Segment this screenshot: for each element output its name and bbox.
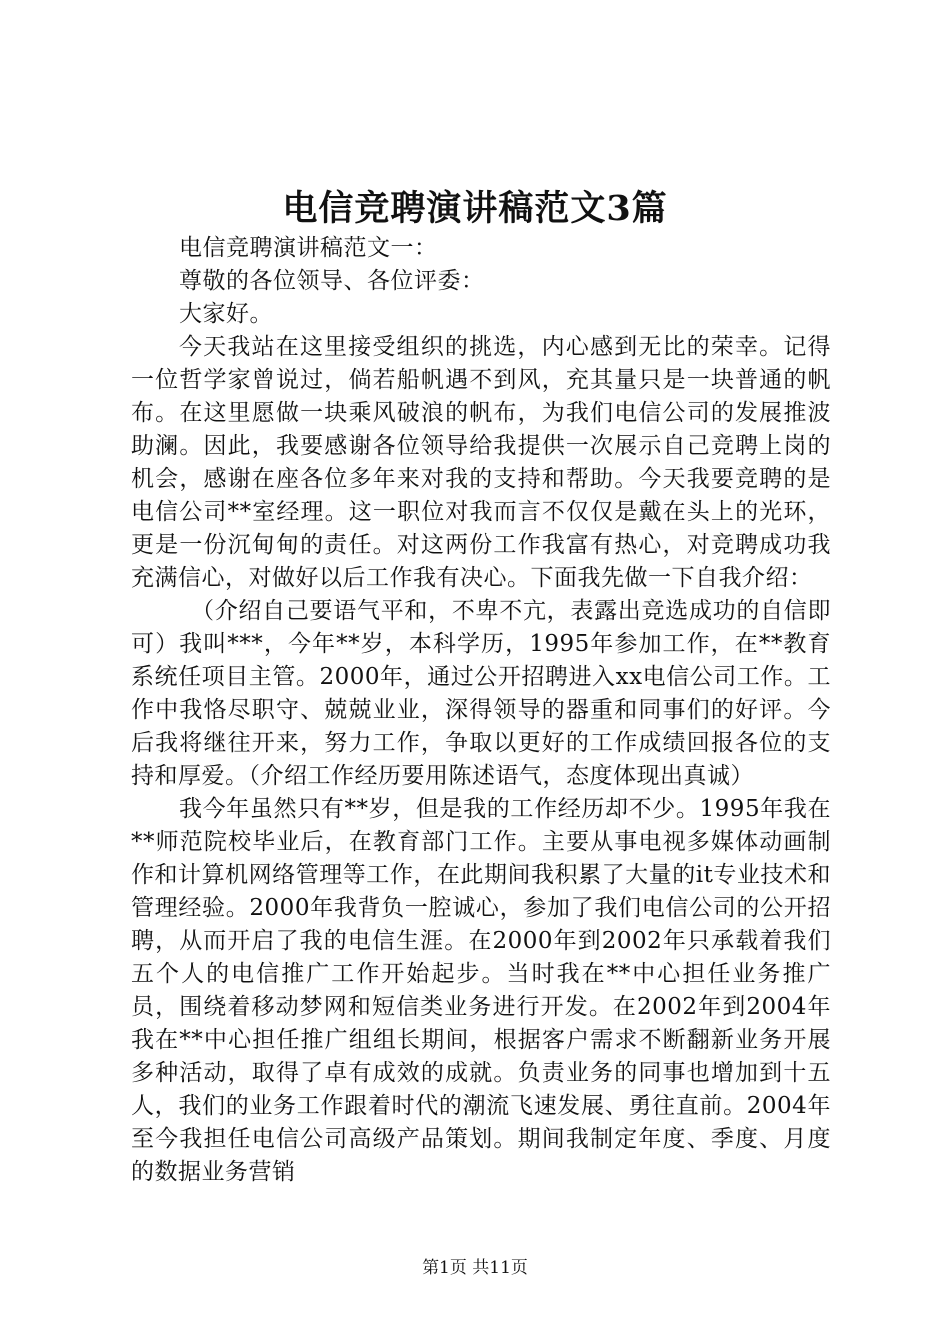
paragraph-intro: 今天我站在这里接受组织的挑选，内心感到无比的荣幸。记得一位哲学家曾说过，倘若船帆遇不到风，充其量只是一块普通的帆布。在这里愿做一块乘风破浪的帆布，为我们电信公司的发展推波助澜。因此，我要感谢各位领导给我提供一次展示自己竞聘上岗的机会，感谢在座各位多年来对我的支持和帮助。今天我要竞聘的是电信公司**室经理。这一职位对我而言不仅仅是戴在头上的光环，更是一份沉甸甸的责任。对这两份工作我富有热心，对竞聘成功我充满信心，对做好以后工作我有决心。下面我先做一下自我介绍：	[131, 334, 831, 591]
paragraph-work-experience: 我今年虽然只有**岁，但是我的工作经历却不少。1995年我在**师范院校毕业后，在教育部门工作。主要从事电视多媒体动画制作和计算机网络管理等工作，在此期间我积累了大量的it专业技术和管理经验。2000年我背负一腔诚心，参加了我们电信公司的公开招聘，从而开启了我的电信生涯。在2000年到2002年只承载着我们五个人的电信推广工作开始起步。当时我在**中心担任业务推广员，围绕着移动梦网和短信类业务进行开发。在2002年到2004年我在**中心担任推广组组长期间，根据客户需求不断翻新业务开展多种活动，取得了卓有成效的成就。负责业务的同事也增加到十五人，我们的业务工作跟着时代的潮流飞速发展、勇往直前。2004年至今我担任电信公司高级产品策划。期间我制定年度、季度、月度的数据业务营销	[131, 796, 831, 1185]
document-body	[131, 232, 831, 1189]
paragraph-greeting: 大家好。	[179, 301, 273, 327]
paragraph-subtitle: 电信竞聘演讲稿范文一：	[179, 235, 438, 261]
paragraph-salutation: 尊敬的各位领导、各位评委：	[179, 268, 485, 294]
paragraph-self-introduction: （介绍自己要语气平和，不卑不亢，表露出竞选成功的自信即可）我叫***，今年**岁，本科学历，1995年参加工作，在**教育系统任项目主管。2000年，通过公开招聘进入xx电信公司工作。工作中我恪尽职守、兢兢业业，深得领导的器重和同事们的好评。今后我将继往开来，努力工作，争取以更好的工作成绩回报各位的支持和厚爱。（介绍工作经历要用陈述语气，态度体现出真诚）	[131, 598, 831, 789]
page-footer: 第1页 共11页	[422, 1258, 528, 1278]
document-title: 电信竞聘演讲稿范文3篇	[282, 188, 668, 229]
